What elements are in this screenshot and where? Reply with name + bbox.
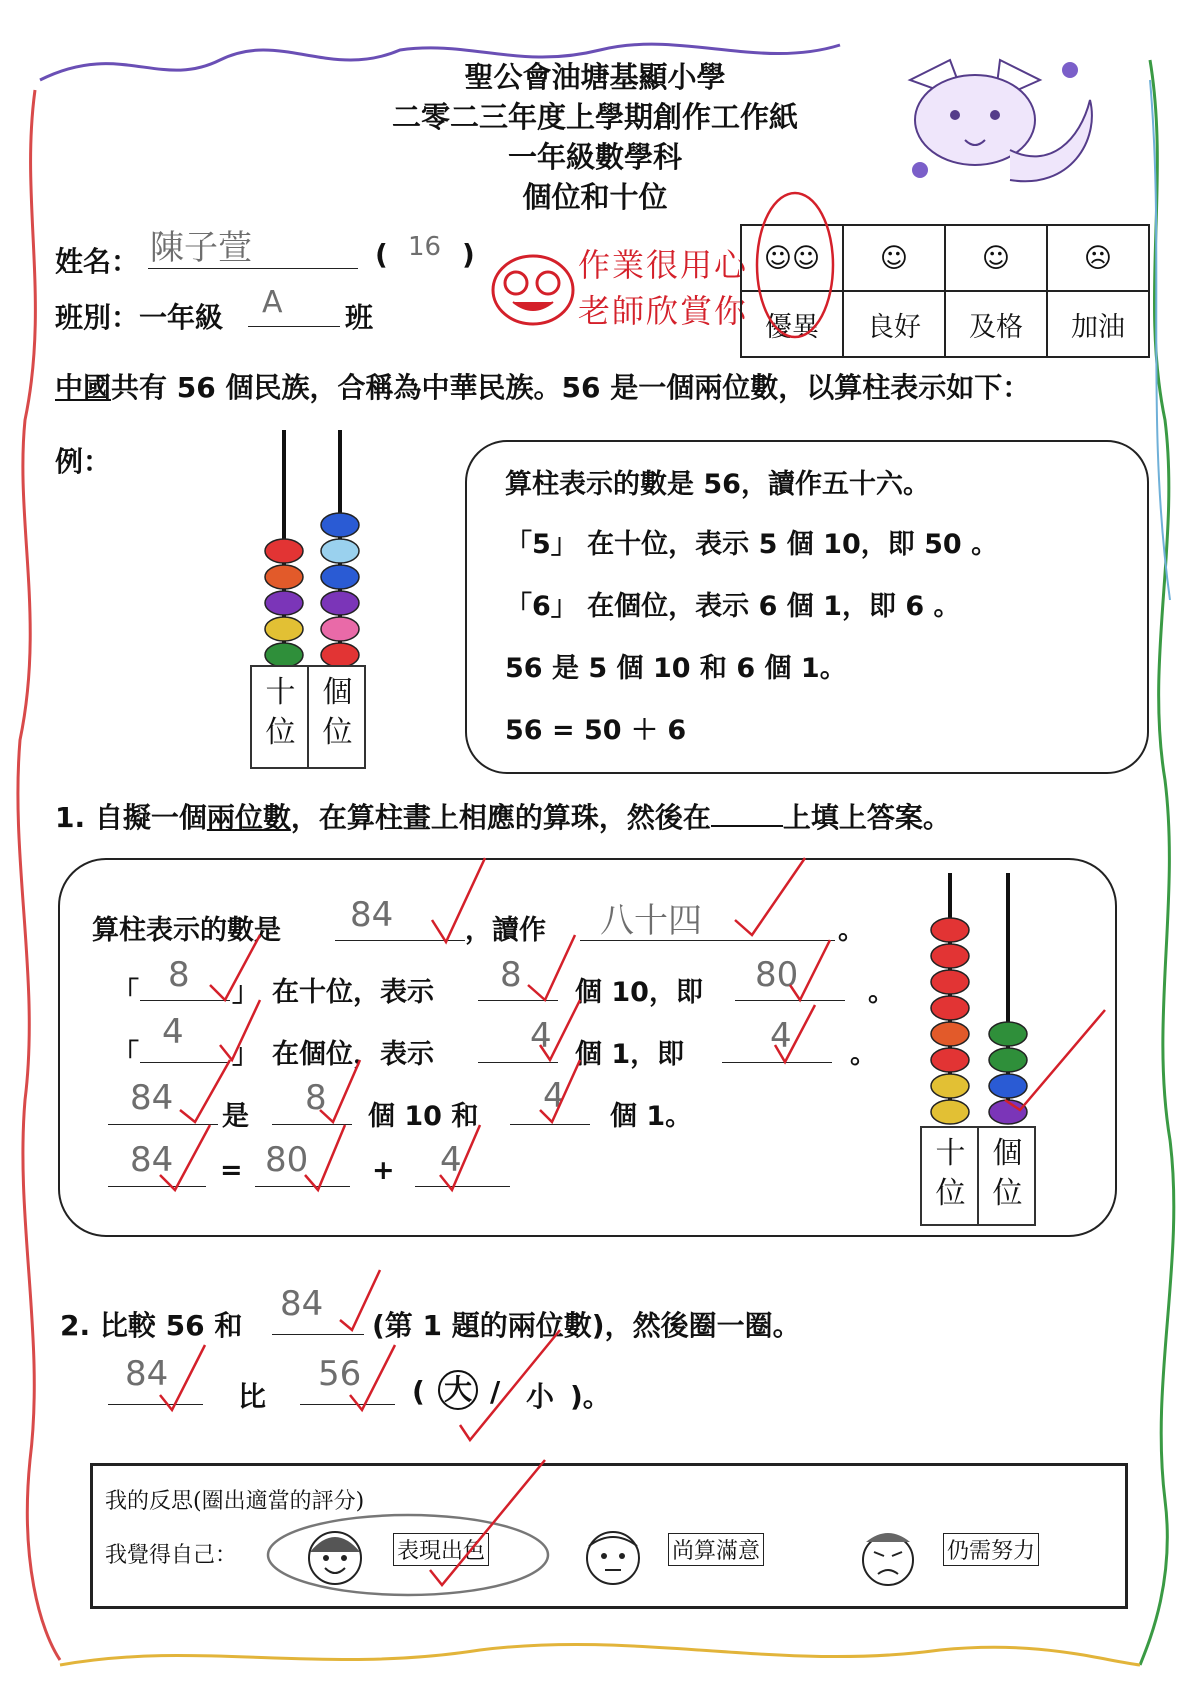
q1-row3-open: 「 [112, 1039, 139, 1070]
q1-answer-ones-value: 4 [770, 1016, 792, 1056]
q1-row5-eq: = [220, 1155, 243, 1186]
q1-row4-unit10: 個 10 和 [368, 1101, 479, 1132]
q1-answer-r4-tens: 8 [305, 1078, 327, 1118]
class-suffix: 班 [345, 301, 374, 334]
intro-text: 共有 56 個民族，合稱為中華民族。56 是一個兩位數，以算柱表示如下： [111, 371, 1031, 404]
q1-row3-text: 在個位，表示 [272, 1039, 434, 1070]
q1-answer-ones-digit: 4 [162, 1012, 184, 1052]
topic-title: 個位和十位 [522, 180, 668, 214]
q1-title-mid: ，在算柱畫上相應的算珠，然後在 [290, 801, 711, 834]
example-line-3: 「6」 在個位，表示 6 個 1，即 6 。 [505, 591, 961, 622]
class-value: A [262, 285, 283, 320]
name-value: 陳子萱 [150, 228, 252, 268]
example-line-5: 56 = 50 ＋ 6 [505, 715, 687, 746]
q1-answer-number: 84 [350, 895, 394, 935]
worksheet-title: 二零二三年度上學期創作工作紙 [391, 100, 798, 134]
q1-row2-end: 。 [868, 977, 895, 1008]
teacher-stamp-line1: 作業很用心 [578, 246, 749, 284]
q2-answer-num: 84 [280, 1284, 324, 1324]
example-col-ones-label: 個位 [322, 675, 353, 750]
q1-answer-tens-digit: 8 [168, 955, 190, 995]
q2-choice-sep: / [490, 1375, 501, 1408]
teacher-stamp-line2: 老師欣賞你 [578, 292, 749, 330]
reflection-option-satisfactory: 尚算滿意 [668, 1533, 764, 1566]
q2-choice-big-circled: 大 [438, 1370, 478, 1410]
reflection-option-improve: 仍需努力 [943, 1533, 1039, 1566]
q1-row4-is: 是 [222, 1101, 249, 1132]
q1-col-ones-label: 個位 [992, 1136, 1023, 1211]
q1-title-suffix: 上填上答案。 [782, 801, 951, 834]
q1-row2-unit: 個 10，即 [575, 977, 703, 1008]
q1-row3-close: 」 [232, 1039, 259, 1070]
example-line-4: 56 是 5 個 10 和 6 個 1。 [505, 653, 847, 684]
q1-answer-ones-count: 4 [530, 1016, 552, 1056]
q1-answer-tens-value: 80 [755, 955, 799, 995]
rating-label-tryharder: 加油 [1047, 291, 1149, 357]
q1-answer-r5-num: 84 [130, 1140, 174, 1180]
rating-face-good-icon: ☺ [843, 225, 945, 291]
rating-face-pass-icon: ☺ [945, 225, 1047, 291]
q1-row5-plus: + [372, 1155, 395, 1186]
reflection-title: 我的反思(圈出適當的評分) [105, 1489, 365, 1514]
rating-face-tryharder-icon: ☹ [1047, 225, 1149, 291]
q1-row2-close: 」 [232, 977, 259, 1008]
q2-title-suffix: (第 1 題的兩位數)，然後圈一圈。 [372, 1309, 801, 1342]
example-label: 例： [55, 445, 112, 478]
q1-answer-r5-b: 4 [440, 1140, 462, 1180]
q1-title-prefix: 1. 自擬一個 [55, 801, 207, 834]
intro-prefix: 中國 [55, 371, 112, 404]
q2-title-prefix: 2. 比較 56 和 [60, 1309, 243, 1342]
school-name: 聖公會油塘基顯小學 [464, 60, 726, 94]
rating-label-pass: 及格 [945, 291, 1047, 357]
q1-row2-open: 「 [112, 977, 139, 1008]
number-value: 16 [408, 232, 442, 262]
q2-compare-word: 比 [238, 1380, 267, 1413]
q2-choice-open: ( [412, 1375, 425, 1408]
example-line-2: 「5」 在十位，表示 5 個 10，即 50 。 [505, 529, 999, 560]
q1-answer-tens-count: 8 [500, 955, 522, 995]
q1-row1-a: 算柱表示的數是 [92, 915, 281, 946]
rating-face-excellent-icon: ☺☺ [741, 225, 843, 291]
q1-answer-r4-ones: 4 [543, 1076, 565, 1116]
subject-title: 一年級數學科 [507, 140, 682, 174]
q1-row4-unit1: 個 1。 [610, 1101, 693, 1132]
q2-choice-small: 小 [526, 1380, 555, 1413]
q2-answer-left: 84 [125, 1354, 169, 1394]
q1-answer-r4-num: 84 [130, 1078, 174, 1118]
reflection-prompt: 我覺得自己： [105, 1543, 238, 1568]
q1-row1-b: ，讀作 [465, 915, 546, 946]
q1-title-underline: 兩位數 [206, 801, 291, 834]
q1-col-tens-label: 十位 [935, 1136, 966, 1211]
q2-choice-close: )。 [570, 1380, 611, 1413]
q1-answer-reading: 八十四 [600, 901, 702, 941]
rating-label-good: 良好 [843, 291, 945, 357]
rating-label-excellent: 優異 [741, 291, 843, 357]
q1-row1-end: 。 [838, 915, 865, 946]
q1-row3-end: 。 [850, 1039, 877, 1070]
q1-answer-r5-a: 80 [265, 1140, 309, 1180]
q2-answer-right: 56 [318, 1354, 362, 1394]
reflection-option-excellent: 表現出色 [393, 1533, 489, 1566]
number-close: ) [462, 238, 475, 271]
q1-row3-unit: 個 1，即 [575, 1039, 685, 1070]
class-label: 班別：一年級 [55, 301, 224, 334]
q1-row2-text: 在十位，表示 [272, 977, 434, 1008]
example-col-tens-label: 十位 [265, 675, 296, 750]
number-open: ( [375, 238, 388, 271]
example-line-1: 算柱表示的數是 56，讀作五十六。 [505, 469, 930, 500]
name-label: 姓名： [55, 245, 140, 278]
